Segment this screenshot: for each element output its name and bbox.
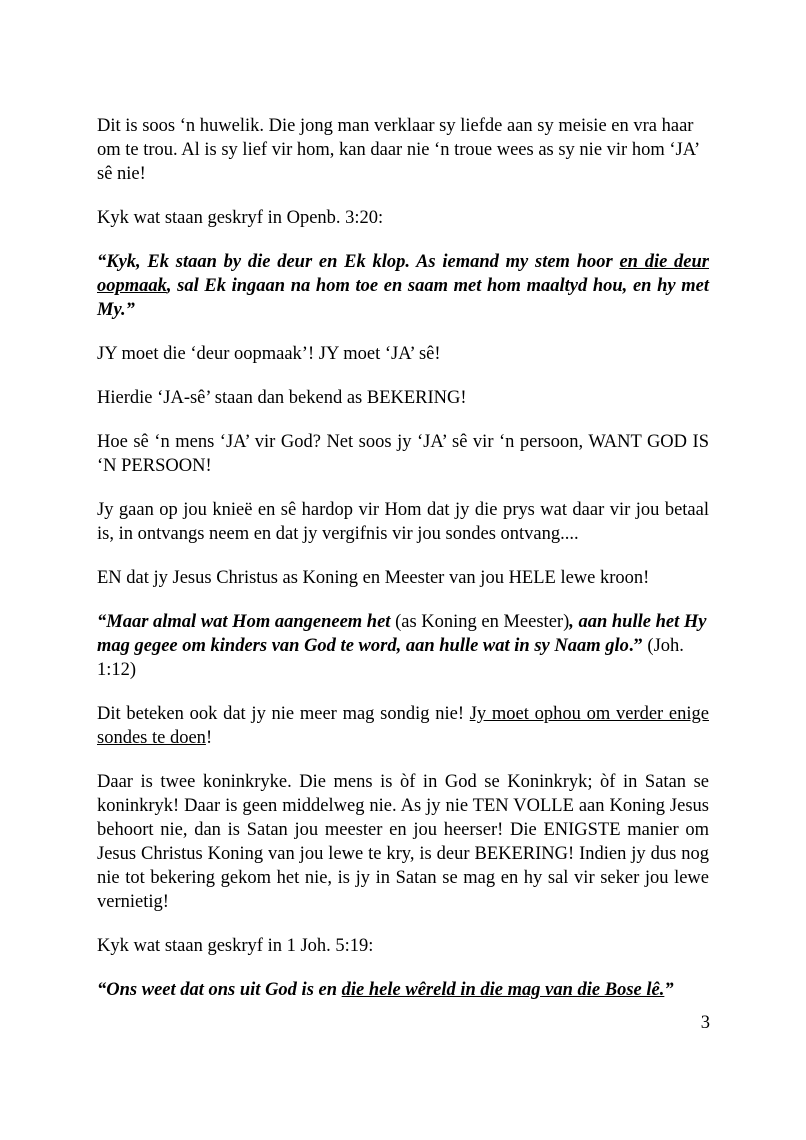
quote-text: ” <box>664 980 674 1000</box>
document-body <box>97 114 709 1022</box>
scripture-quote-revelation <box>97 250 709 322</box>
quote-text: , sal Ek ingaan na hom toe en saam met hom maaltyd hou, en hy met My.” <box>97 276 709 320</box>
paragraph-scripture-intro-john: Kyk wat staan geskryf in 1 Joh. 5:19: <box>97 936 374 956</box>
quote-aside: (as Koning en Meester) <box>390 612 570 632</box>
scripture-quote-john <box>97 610 709 682</box>
paragraph-crown-jesus: EN dat jy Jesus Christus as Koning en Meester van jou HELE lewe kroon! <box>97 568 650 588</box>
quote-text: , aan hulle het Hy mag gegee om kinders van God te word, aan hulle wat in sy Naam glo <box>97 612 707 656</box>
paragraph-two-kingdoms: Daar is twee koninkryke. Die mens is òf in God se Koninkryk; òf in Satan se koninkryk! Daar is geen middelweg nie. As jy nie TEN VOLLE aan Koning Jesus behoort nie, dan is Satan jou meester en jou heerser! Die ENIGSTE manier om Jesus Christus Koning van jou lewe te kry, is deur BEKERING! Indien jy dus nog nie tot bekering gekom het nie, is jy in Satan se mag en hy sal vir seker jou lewe vernietig! <box>97 772 709 912</box>
paragraph-stop-sinning <box>97 702 709 750</box>
quote-closing-mark: ” <box>633 636 648 656</box>
underlined-text: Jy moet ophou om verder enige sondes te doen <box>97 704 709 748</box>
paragraph-text: Dit beteken ook dat jy nie meer mag sondig nie! <box>97 704 470 724</box>
paragraph-open-door: JY moet die ‘deur oopmaak’! JY moet ‘JA’ sê! <box>97 344 441 364</box>
quote-text: “Maar almal wat Hom aangeneem het <box>97 612 391 632</box>
quote-underlined-text: en die deur oopmaak <box>97 252 709 296</box>
quote-text: “Ons weet dat ons uit God is en <box>97 980 342 1000</box>
scripture-quote-1-john <box>97 978 709 1002</box>
paragraph-scripture-intro-revelation: Kyk wat staan geskryf in Openb. 3:20: <box>97 208 384 228</box>
paragraph-conversion: Hierdie ‘JA-sê’ staan dan bekend as BEKERING! <box>97 388 467 408</box>
scripture-reference: (Joh. 1:12) <box>97 636 684 680</box>
paragraph-marriage-analogy: Dit is soos ‘n huwelik. Die jong man verklaar sy liefde aan sy meisie en vra haar om te trou. Al is sy lief vir hom, kan daar nie ‘n troue wees as sy nie vir hom ‘JA’ sê nie! <box>97 116 699 184</box>
paragraph-god-is-person: Hoe sê ‘n mens ‘JA’ vir God? Net soos jy ‘JA’ sê vir ‘n persoon, WANT GOD IS ‘N PERSOON! <box>97 432 709 476</box>
paragraph-text: ! <box>205 728 213 748</box>
paragraph-kneel-and-receive: Jy gaan op jou knieë en sê hardop vir Hom dat jy die prys wat daar vir jou betaal is, in ontvangs neem en dat jy vergifnis vir jou sondes ontvang.... <box>97 500 709 544</box>
quote-period: . <box>628 636 634 656</box>
page-number: 3 <box>700 1013 710 1033</box>
quote-text: “Kyk, Ek staan by die deur en Ek klop. As iemand my stem hoor <box>97 252 620 272</box>
quote-underlined-text: die hele wêreld in die mag van die Bose lê. <box>341 980 665 1000</box>
